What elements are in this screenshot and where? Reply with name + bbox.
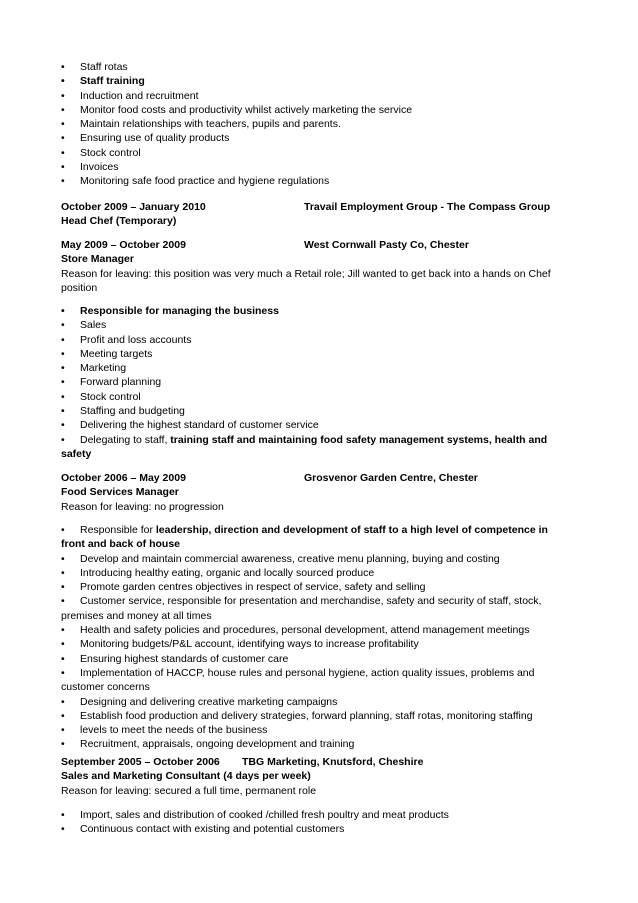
list-item: • Customer service, responsible for presentation and merchandise, safety and security of staff, stock, premises and money at all times (61, 594, 561, 623)
list-item: • Promote garden centres objectives in respect of service, safety and selling (61, 580, 561, 594)
job-entry-1 (61, 200, 571, 229)
list-item: • Monitor food costs and productivity whilst actively marketing the service (61, 103, 412, 117)
list-item: • Staffing and budgeting (61, 404, 561, 418)
list-item: • Profit and loss accounts (61, 333, 561, 347)
list-item: • Introducing healthy eating, organic and locally sourced produce (61, 566, 561, 580)
item-text: Delegating to staff, (80, 433, 171, 446)
list-item: • Monitoring budgets/P&L account, identifying ways to increase profitability (61, 637, 561, 651)
list-item: • Establish food production and delivery strategies, forward planning, staff rotas, monitoring staffing (61, 709, 561, 723)
job-entry-4 (61, 755, 571, 798)
reason-for-leaving: Reason for leaving: this position was very much a Retail role; Jill wanted to get back into a hands on Chef position (61, 267, 551, 294)
duties-list-3 (61, 523, 561, 752)
list-item: • Staff rotas (61, 60, 412, 74)
job-title: Food Services Manager (61, 486, 179, 499)
list-item: • Designing and delivering creative marketing campaigns (61, 695, 561, 709)
list-item: • Implementation of HACCP, house rules and personal hygiene, action quality issues, problems and customer concerns (61, 666, 561, 695)
list-item: • Induction and recruitment (61, 89, 412, 103)
duties-list-4 (61, 808, 449, 837)
list-item: • Recruitment, appraisals, ongoing development and training (61, 737, 561, 751)
list-item (61, 433, 561, 462)
list-item: • Continuous contact with existing and potential customers (61, 822, 449, 836)
reason-for-leaving: Reason for leaving: no progression (61, 500, 224, 513)
list-item: • levels to meet the needs of the business (61, 723, 561, 737)
item-emphasis: training staff and maintaining food safety management systems, health and safety (61, 433, 548, 460)
list-item: • Health and safety policies and procedures, personal development, attend management meetings (61, 623, 561, 637)
item-text: Responsible for (80, 524, 156, 536)
list-item: • Meeting targets (61, 347, 561, 361)
list-item: • Monitoring safe food practice and hygiene regulations (61, 174, 412, 188)
job-dates: October 2009 – January 2010 (61, 201, 206, 213)
list-item (61, 523, 561, 552)
job-dates: September 2005 – October 2006 (61, 756, 220, 768)
list-item: • Ensuring use of quality products (61, 131, 412, 145)
list-item: • Staff training (61, 74, 412, 88)
list-item: • Stock control (61, 146, 412, 160)
list-item: • Sales (61, 318, 561, 332)
list-item: • Maintain relationships with teachers, pupils and parents. (61, 117, 412, 131)
job-title: Store Manager (61, 253, 134, 266)
job-company: TBG Marketing, Knutsford, Cheshire (242, 756, 424, 768)
job-title: Head Chef (Temporary) (61, 215, 177, 228)
list-item: • Ensuring highest standards of customer care (61, 652, 561, 666)
job-company: Travail Employment Group - The Compass Group (304, 201, 551, 213)
list-item: • Responsible for managing the business (61, 304, 561, 318)
reason-for-leaving: Reason for leaving: secured a full time, permanent role (61, 784, 317, 797)
duties-list-2 (61, 304, 561, 461)
list-item: • Forward planning (61, 375, 561, 389)
job-company: West Cornwall Pasty Co, Chester (304, 239, 469, 251)
job-entry-2 (61, 238, 571, 295)
job-entry-3 (61, 471, 571, 514)
list-item: • Stock control (61, 390, 561, 404)
job-title: Sales and Marketing Consultant (4 days per week) (61, 770, 311, 783)
item-emphasis: leadership, direction and development of staff to a high level of competence in front and back of house (61, 524, 548, 551)
job-dates: October 2006 – May 2009 (61, 472, 186, 484)
list-item: • Import, sales and distribution of cooked /chilled fresh poultry and meat products (61, 808, 449, 822)
duties-list-1 (61, 60, 412, 189)
list-item: • Develop and maintain commercial awareness, creative menu planning, buying and costing (61, 552, 561, 566)
job-company: Grosvenor Garden Centre, Chester (304, 472, 478, 484)
job-dates: May 2009 – October 2009 (61, 239, 186, 251)
list-item: • Delivering the highest standard of customer service (61, 418, 561, 432)
list-item: • Marketing (61, 361, 561, 375)
list-item: • Invoices (61, 160, 412, 174)
